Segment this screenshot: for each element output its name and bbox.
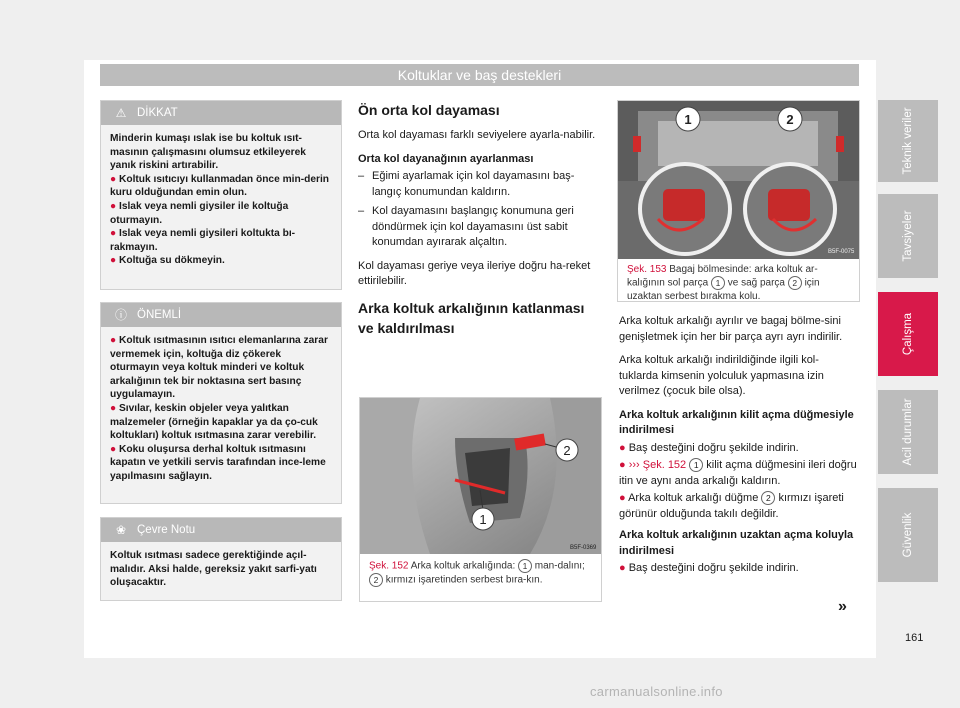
figure-caption: Şek. 152 Arka koltuk arkalığında: 1 man-dalını; 2 kırmızı işaretinden serbest bıra-kın. [369, 560, 585, 586]
callout-2: 2 [786, 112, 794, 127]
notice-box [100, 302, 342, 504]
notice-title: ÖNEMLİ [137, 309, 182, 321]
environment-box [100, 517, 342, 601]
figure-code: B5F-0075 [828, 249, 855, 255]
figure-caption: Şek. 153 Bagaj bölmesinde: arka koltuk ar-kalığının sol parça 1 ve sağ parça 2 için uzaktan serbest bırakma kolu. [627, 264, 820, 302]
warning-header [101, 101, 341, 125]
tab-acil-durumlar[interactable]: Acil durumlar [878, 390, 938, 474]
dash-item: – Kol dayamasını başlangıç konumuna geri döndürmek için kol dayamasını üst sabit konumdan ayırarak alçaltın. [358, 205, 574, 248]
tab-calisma[interactable]: Çalışma [878, 292, 938, 376]
warning-box [100, 100, 342, 290]
subheading: Arka koltuk arkalığının uzaktan açma koluyla indirilmesi [619, 529, 854, 557]
warning-intro: Minderin kumaşı ıslak ise bu koltuk ısıt-masının çalışmasını olumsuz etkileyerek yanık riskini artırabilir. [110, 133, 306, 172]
notice-item: ● Koku oluşursa derhal koltuk ısıtmasını kapatın ve yetkili servis tarafından ince-leme yapılmasını sağlayın. [110, 443, 326, 482]
continue-arrow: » [838, 598, 847, 615]
figure-153 [617, 100, 860, 302]
middle-column [358, 100, 602, 338]
info-circle-icon: ⓘ [114, 308, 127, 322]
tab-teknik-veriler[interactable]: Teknik veriler [878, 100, 938, 182]
bullet-item: ● Baş desteğini doğru şekilde indirin. [619, 562, 799, 574]
dash-item: – Eğimi ayarlamak için kol dayamasını baş-langıç konumundan kaldırın. [358, 170, 575, 198]
paragraph: Orta kol dayaması farklı seviyelere ayarla-nabilir. [358, 129, 596, 141]
environment-title: Çevre Notu [137, 524, 196, 536]
environment-header [101, 518, 341, 542]
bullet-item: ● Baş desteğini doğru şekilde indirin. [619, 441, 799, 454]
callout-1: 1 [479, 512, 487, 527]
notice-item: ● Sıvılar, keskin objeler veya yalıtkan malzemeler (örneğin kapaklar ya da ço-cuk koltukları) koltuk ısıtmasına zarar verebilir. [110, 402, 318, 442]
page-number: 161 [905, 632, 924, 644]
warning-item: ● Islak veya nemli giysileri koltukta bı-rakmayın. [110, 228, 296, 253]
notice-item: ● Koltuk ısıtmasının ısıtıcı elemanlarına zarar vermemek için, koltuğa diz çökerek oturmayın veya koltuk minderi ve koltuk arkalığının tek bir noktasına sert basınç uygulamayın. [110, 335, 328, 401]
warning-item: ● Koltuğa su dökmeyin. [110, 255, 225, 267]
tab-tavsiyeler[interactable]: Tavsiyeler [878, 194, 938, 278]
callout-1: 1 [684, 112, 692, 127]
figure-code: B5F-0369 [570, 545, 597, 551]
figure-152 [359, 397, 602, 602]
warning-triangle-icon: ⚠ [115, 106, 127, 120]
heading-armrest: Ön orta kol dayaması [358, 102, 500, 118]
leaf-icon: ❀ [115, 523, 127, 537]
right-column [619, 314, 857, 585]
bullet-item: ● ››› Şek. 152 1 kilit açma düğmesini ileri doğru itin ve aynı anda arkalığı kaldırın. [619, 459, 857, 487]
seat-latch-illustration [360, 398, 601, 554]
subheading: Orta kol dayanağının ayarlanması [358, 152, 534, 165]
paragraph: Arka koltuk arkalığı ayrılır ve bagaj bölme-sini genişletmek için her bir parça ayrı ayrı indirilir. [619, 315, 843, 343]
trunk-levers-illustration [618, 101, 859, 259]
figure-reference-link[interactable]: ››› Şek. 152 [628, 459, 687, 471]
bullet-item: ● Arka koltuk arkalığı düğme 2 kırmızı işareti görünür olduğunda takılı değildir. [619, 492, 844, 520]
section-header: Koltuklar ve baş destekleri [100, 64, 859, 86]
warning-item: ● Koltuk ısıtıcıyı kullanmadan önce min-derin kuru olduğundan emin olun. [110, 173, 330, 199]
warning-item: ● Islak veya nemli giysiler ile koltuğa oturmayın. [110, 200, 289, 226]
warning-title: DİKKAT [137, 107, 178, 119]
heading-rear-seat: Arka koltuk arkalığının katlanması ve kaldırılması [358, 299, 585, 336]
tab-guvenlik[interactable]: Güvenlik [878, 488, 938, 582]
paragraph: Arka koltuk arkalığı indirildiğinde ilgili kol-tuklarda kimsenin yolculuk yapmasına izin verilmez (çocuk bile olsa). [619, 354, 824, 397]
callout-2: 2 [563, 443, 571, 458]
environment-text: Koltuk ısıtması sadece gerektiğinde açıl-malıdır. Aksi halde, gereksiz yakıt sarfi-yatı oluşacaktır. [110, 550, 317, 589]
paragraph: Kol dayaması geriye veya ileriye doğru ha-reket ettirilebilir. [358, 259, 591, 287]
notice-header [101, 303, 341, 327]
subheading: Arka koltuk arkalığının kilit açma düğmesiyle indirilmesi [619, 408, 854, 436]
watermark: carmanualsonline.info [590, 684, 723, 699]
